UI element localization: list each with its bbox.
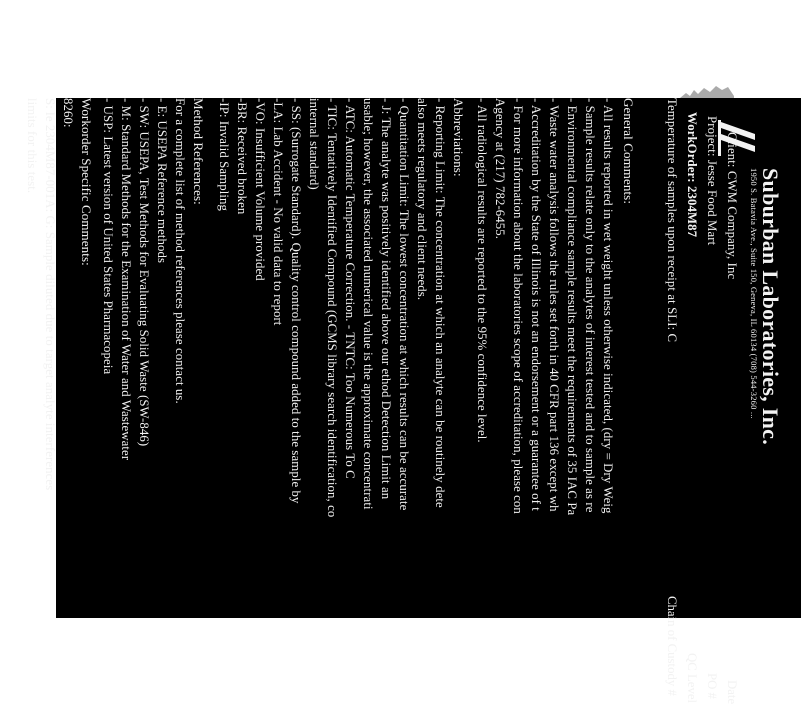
abbreviation-line: - TIC: Tentatively Identified Compound (GCMS library search identification, co [325,98,339,518]
workorder-comment-line: limits for this test. [25,98,39,194]
abbreviation-line: -IP: Invalid Sampling [217,98,231,211]
workorder-comments-heading: Workorder Specific Comments: [79,98,94,266]
workorder-comment-line: 8260: [61,98,75,128]
method-reference-line: - E: USEPA Reference methods [155,98,169,264]
client-line: Client: CWM Company, Inc [725,132,739,280]
method-reference-line: - M: Standard Methods for the Examination of Water and Wastewater [119,98,133,461]
company-address: 1950 S. Batavia Ave., Suite 150, Geneva, IL 60134 (708) 544-3260 ... [749,168,759,419]
workorder-comment-line: S: le 2304M87-001A: G: Sample diluted due to target analyte interferences [43,98,57,491]
general-comment-line: - Environmental compliance sample results meet the requirements of 35 IAC Pa [565,98,579,516]
general-comment-line: - All results reported in wet weight unless otherwise indicated, (dry = Dry Weig [601,98,615,514]
abbreviation-line: - SS: (Surrogate Standard). Quality control compound added to the sample by [289,98,303,504]
method-reference-line: - USP: Latest version of United States Pharmacopeia [101,98,115,375]
abbreviation-line: -VO: Insufficient Volume provided [253,98,267,281]
general-comment-line: - Waste water analysis follows the rules set forth in 40 CFR part 136 except wh [547,98,561,512]
chain-of-custody-label: Chain of Custody # [665,596,679,696]
general-comment-line: - Sample results relate only to the analytes of interest tested and to sample as re [583,98,597,513]
project-line: Project: Jesse Food Mart [705,116,719,246]
method-reference-line: - SW: USEPA, Test Methods for Evaluating Solid Waste (SW-846) [137,98,151,447]
general-comment-line: - For more information about the laboratories scope of accreditation, please con [511,98,525,514]
abbreviation-line: usable; however, the associated numerical value is the approximate concentrati [361,98,375,510]
rotated-page-content [25,98,801,718]
abbreviation-line: also meets regulatory and client needs. [415,98,429,301]
workorder-line: WorkOrder: 2304M87 [685,112,699,238]
general-comment-line: - All radiological results are reported to the 95% confidence level. [475,98,489,443]
qc-level-label: QC Level [685,653,699,704]
abbreviations-heading: Abbreviations: [451,98,466,177]
general-comment-line: - Accreditation by the State of Illinois is not an endorsement or a guarantee of t [529,98,543,511]
abbreviation-line: -BR: Received broken [235,98,249,215]
po-label: PO # [705,673,719,699]
method-reference-line: For a complete list of method references please contact us. [173,98,187,404]
general-comments-heading: General Comments: [621,98,636,205]
abbreviation-line: - ATC: Automatic Temperature Correction. - TNTC: Too Numerous To C [343,98,357,479]
abbreviation-line: - J: The analyte was positively identified above our ethod Detection Limit an [379,98,393,500]
company-name: Suburban Laboratories, Inc. [758,168,783,446]
abbreviation-line: - Quantitation Limit: The lowest concentration at which results can be accurate [397,98,411,511]
date-label: Date [725,680,739,705]
scanned-page [25,98,801,705]
abbreviation-line: internal standard) [307,98,321,190]
temperature-line: Temperature of samples upon receipt at SLI: C [665,98,679,343]
method-references-heading: Method References: [191,98,206,205]
general-comment-line: Agency at (217) 782-6455. [493,98,507,240]
abbreviation-line: - Reporting Limit: The concentration at which an analyte can be routinely dete [433,98,447,508]
abbreviation-line: -LA: Lab Accident - No valid data to report [271,98,285,326]
